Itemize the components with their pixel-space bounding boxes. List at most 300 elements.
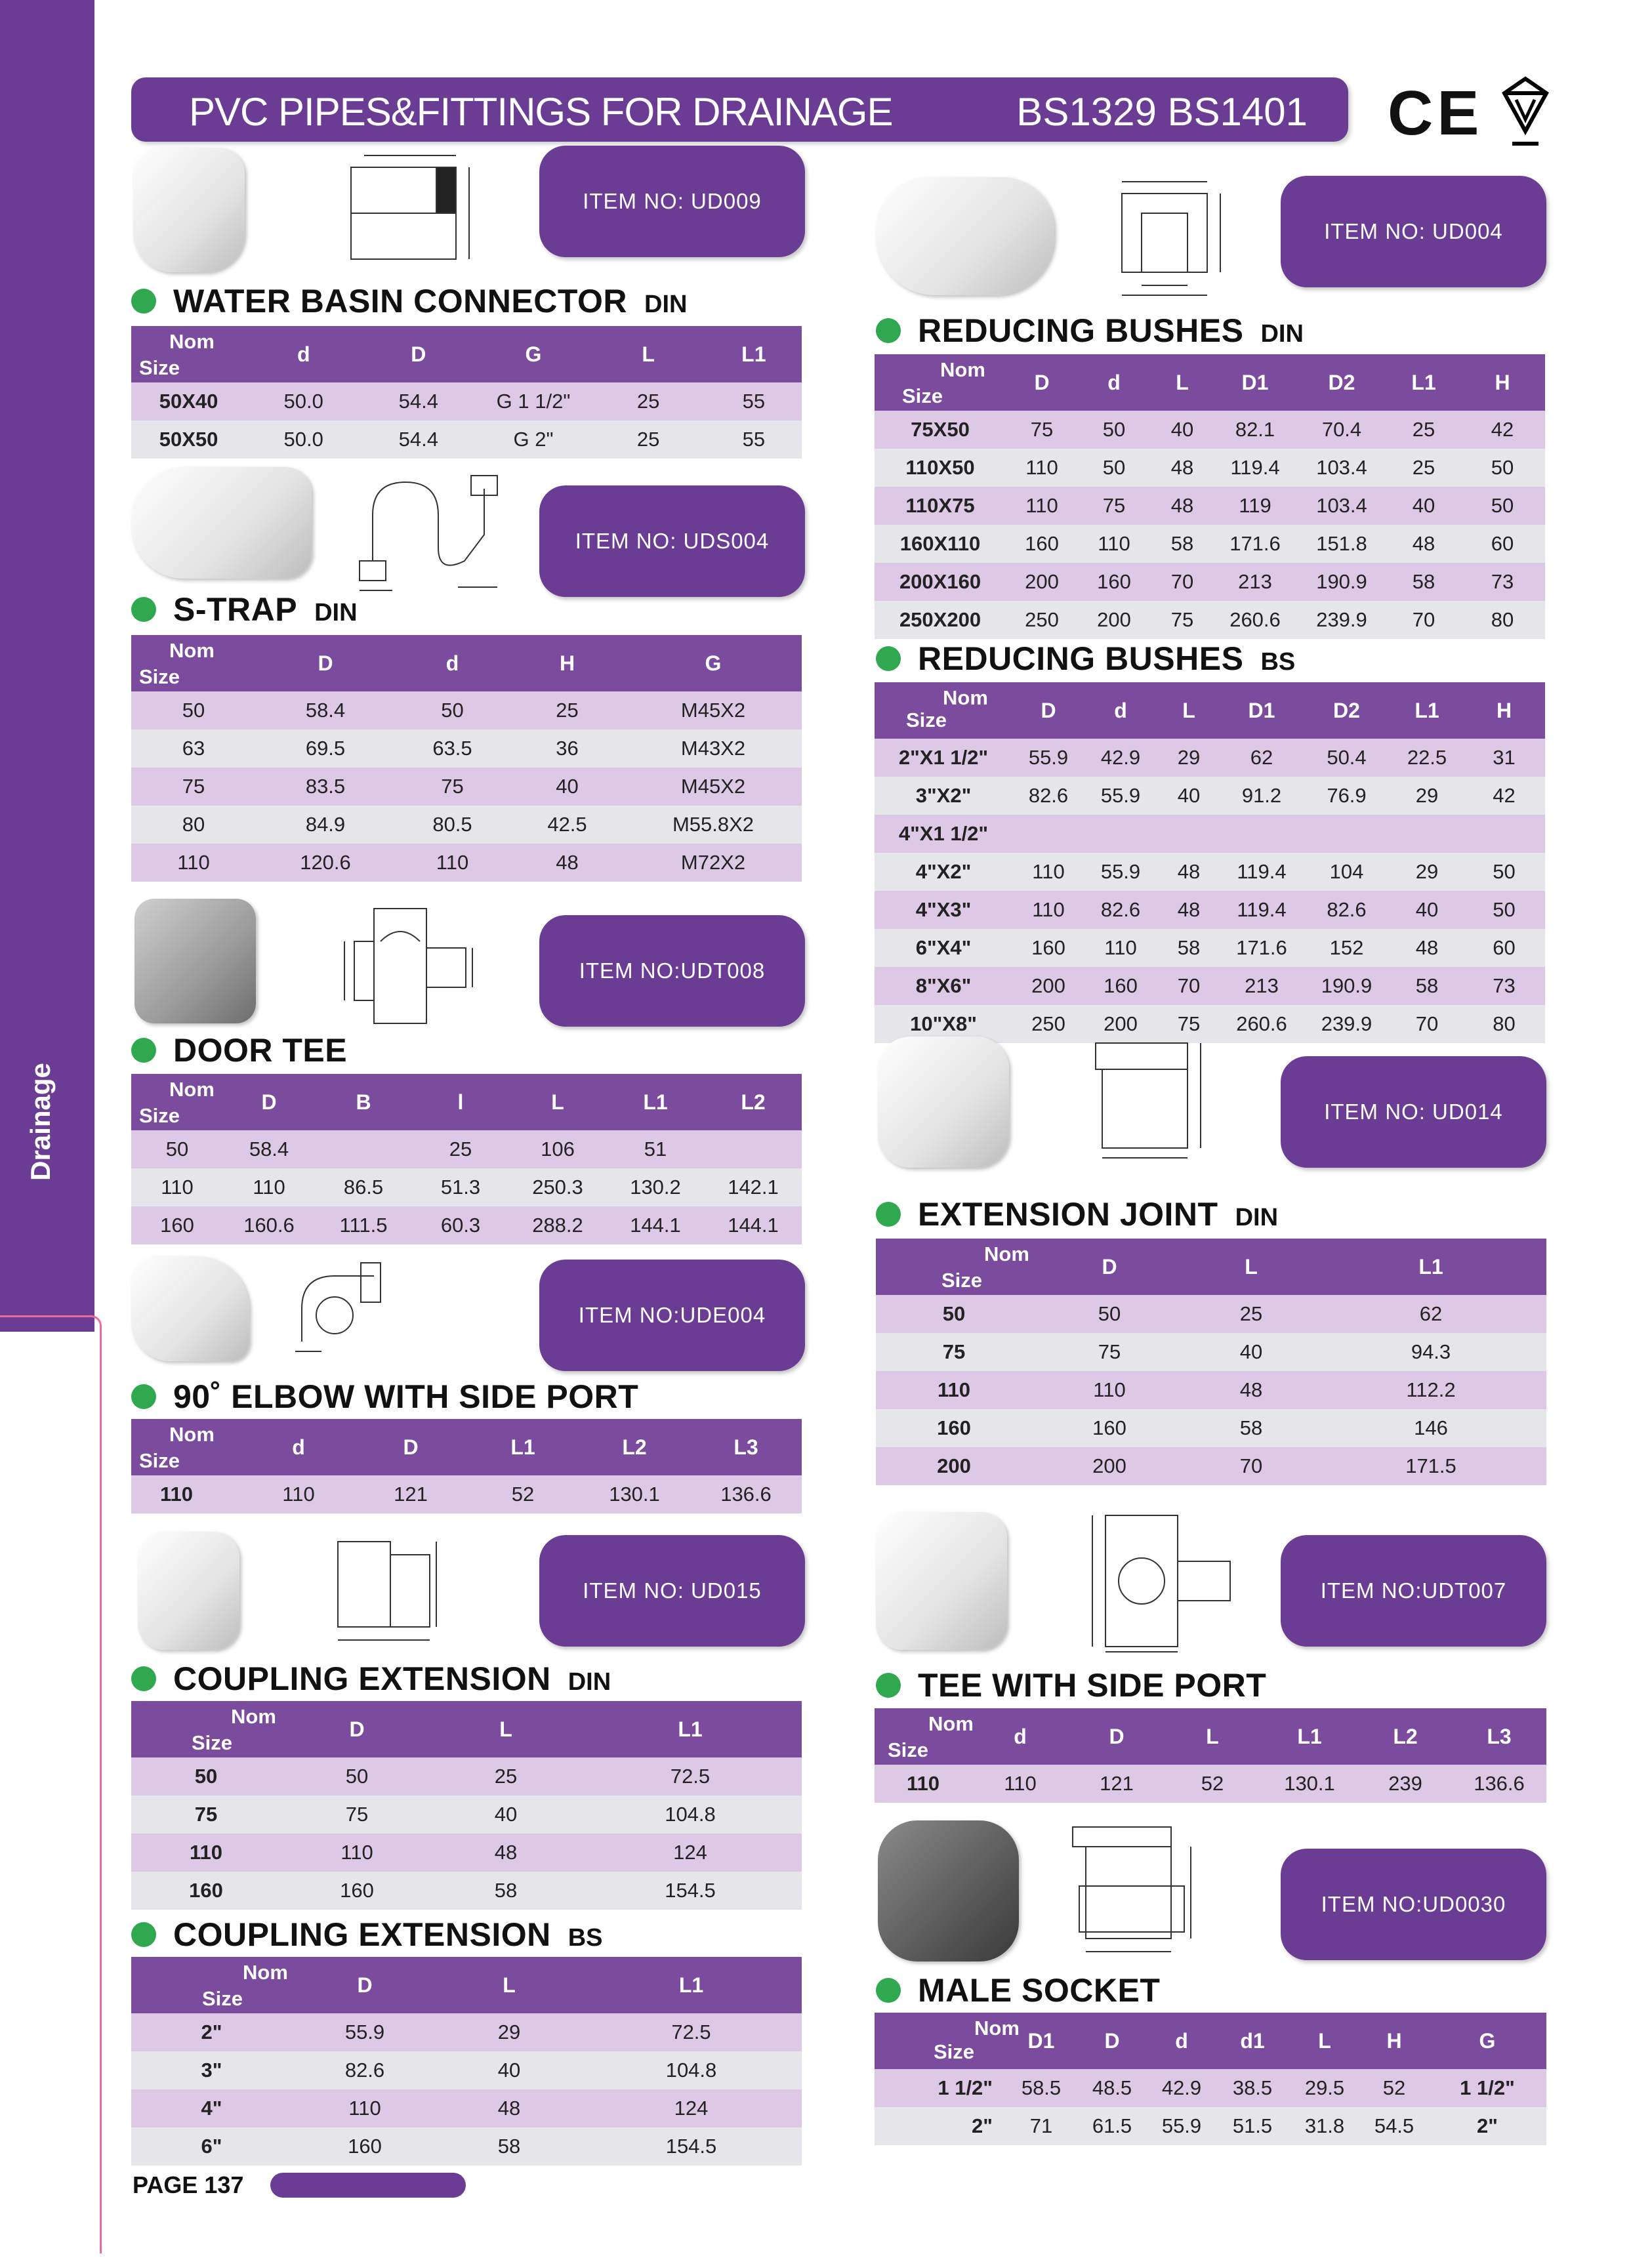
bushes-din-table [875,354,1545,639]
table-cell: 124 [581,2089,802,2127]
table-cell: 42.5 [510,806,625,844]
table-cell: 239.9 [1296,601,1388,639]
column-header: D [1006,354,1078,411]
column-header: L [1157,682,1221,739]
reducing-bush-photo [876,177,1054,295]
side-tab-label: Drainage [25,1063,56,1181]
male-socket-title: MALE SOCKET [876,1971,1160,2009]
table-cell: 50X40 [131,382,246,421]
coupling-bs-table [131,1957,802,2166]
table-cell: 8"X6" [875,967,1012,1005]
table-cell: 160 [1032,1409,1187,1447]
table-cell: 55.9 [1084,777,1157,815]
table-cell: 69.5 [256,729,395,768]
table-cell: 119.4 [1214,449,1296,487]
table-row [875,777,1545,815]
column-header: H [510,635,625,691]
table-cell: 160 [876,1409,1032,1447]
table-cell: 29.5 [1289,2069,1360,2107]
table-cell: 104.8 [579,1796,802,1834]
column-header: D2 [1302,682,1391,739]
table-cell: 112.2 [1315,1371,1546,1409]
table-cell: 190.9 [1302,967,1391,1005]
table-cell: 84.9 [256,806,395,844]
table-cell: 50 [1460,449,1545,487]
table-cell: 200 [1032,1447,1187,1485]
table-cell: 54.4 [361,382,476,421]
table-cell: 4"X2" [875,853,1012,891]
table-row [131,2051,802,2089]
table-row [131,806,802,844]
table-cell: 75 [281,1796,433,1834]
table-cell [705,1130,802,1168]
table-cell: 75 [876,1333,1032,1371]
column-header: L1 [606,1074,705,1130]
table-cell: 144.1 [705,1206,802,1244]
table-cell: 58.4 [256,691,395,729]
column-header: L1 [581,1957,802,2013]
table-cell: 52 [1165,1765,1260,1803]
table-row [131,1757,802,1796]
table-cell: 6"X4" [875,929,1012,967]
table-cell: 50 [131,1757,281,1796]
extension-joint-table [876,1239,1546,1485]
column-header: d [395,635,510,691]
table-cell: 250X200 [875,601,1006,639]
table-cell: 82.6 [1012,777,1084,815]
table-cell [1157,815,1221,853]
table-row [875,967,1545,1005]
table-cell: M55.8X2 [625,806,802,844]
column-header: H [1463,682,1545,739]
table-cell: 58.4 [223,1130,315,1168]
bushes-bs-title: REDUCING BUSHES BS [876,640,1295,678]
table-cell: 110 [1032,1371,1187,1409]
table-cell: 200 [876,1447,1032,1485]
table-cell: 111.5 [315,1206,412,1244]
nom-size-header: Nom Size [875,1708,972,1765]
s-trap-drawing [346,462,507,600]
table-cell: 60.3 [412,1206,509,1244]
table-cell: 124 [579,1834,802,1872]
table-row [876,1333,1546,1371]
table-cell: 51.3 [412,1168,509,1206]
table-cell [315,1130,412,1168]
bullet-icon [876,1673,901,1698]
table-cell: 3"X2" [875,777,1012,815]
table-cell: 136.6 [690,1475,802,1513]
table-cell: 50X50 [131,421,246,459]
footer-bar [270,2173,466,2198]
table-cell: 160 [131,1206,223,1244]
table-row [875,449,1545,487]
table-cell: 55.9 [1012,739,1084,777]
table-cell: 110 [131,1475,243,1513]
table-cell: 110 [1012,853,1084,891]
tee-side-port-photo [876,1512,1007,1650]
table-cell: M45X2 [625,691,802,729]
table-cell: G 2" [476,421,590,459]
column-header: L [509,1074,606,1130]
table-cell: 110 [1012,891,1084,929]
table-cell: 48 [1157,853,1221,891]
table-cell: 110 [131,1834,281,1872]
table-cell: 70 [1187,1447,1315,1485]
table-cell: 171.6 [1214,525,1296,563]
table-cell: M43X2 [625,729,802,768]
water-basin-drawing [338,148,485,285]
table-cell: 10"X8" [875,1005,1012,1043]
table-cell: 91.2 [1221,777,1302,815]
table-cell: 260.6 [1221,1005,1302,1043]
item-no-ud014: ITEM NO: UD014 [1281,1056,1546,1168]
table-row [131,1168,802,1206]
table-cell: 40 [433,1796,579,1834]
table-row [131,729,802,768]
coupling-din-title: COUPLING EXTENSION DIN [131,1660,611,1698]
table-row [131,1130,802,1168]
table-cell: 250.3 [509,1168,606,1206]
table-row [131,1834,802,1872]
table-cell: 48 [433,1834,579,1872]
column-header: G [625,635,802,691]
door-tee-table [131,1074,802,1244]
extension-joint-drawing [1083,1037,1214,1168]
table-cell [1084,815,1157,853]
table-cell: 121 [354,1475,467,1513]
column-header: L2 [1359,1708,1452,1765]
table-row [131,691,802,729]
table-cell: 120.6 [256,844,395,882]
bullet-icon [131,289,156,314]
table-cell: 75 [131,768,256,806]
table-cell: 55.9 [292,2013,438,2051]
table-cell: 50 [1460,487,1545,525]
column-header: L [1165,1708,1260,1765]
table-cell: 288.2 [509,1206,606,1244]
table-cell: 38.5 [1216,2069,1289,2107]
table-row [131,768,802,806]
reducing-bush-drawing [1102,174,1233,302]
table-cell: 48 [1388,525,1460,563]
bullet-icon [131,1922,156,1947]
column-header: L1 [467,1419,579,1475]
bullet-icon [876,646,901,671]
table-cell: 213 [1214,563,1296,601]
column-header: D [1069,1708,1165,1765]
table-row [131,1206,802,1244]
nom-size-header: Nom Size [876,1239,1032,1295]
table-cell: 82.6 [1084,891,1157,929]
table-cell: 136.6 [1452,1765,1546,1803]
table-cell: 110X50 [875,449,1006,487]
column-header: d [243,1419,354,1475]
table-cell: 72.5 [581,2013,802,2051]
table-cell: 70 [1150,563,1214,601]
table-cell: 48 [510,844,625,882]
table-cell: 25 [591,382,706,421]
door-tee-title: DOOR TEE [131,1031,347,1069]
table-cell: 51.5 [1216,2107,1289,2145]
table-cell: 119.4 [1221,853,1302,891]
table-cell: 82.6 [1302,891,1391,929]
table-cell: 71 [1006,2107,1077,2145]
table-cell: 50 [131,1130,223,1168]
table-cell: 200 [1084,1005,1157,1043]
extension-joint-title: EXTENSION JOINT DIN [876,1195,1278,1233]
column-header: L [433,1701,579,1757]
column-header: D [281,1701,433,1757]
table-row [131,421,802,459]
standards-label: BS1329 BS1401 [1016,90,1308,134]
item-no-udt007: ITEM NO:UDT007 [1281,1535,1546,1647]
elbow-drawing [276,1256,394,1361]
table-cell: 152 [1302,929,1391,967]
table-row [875,563,1545,601]
table-cell: 50 [131,691,256,729]
male-socket-photo [878,1820,1019,1961]
table-cell: M45X2 [625,768,802,806]
table-cell: 200 [1078,601,1150,639]
column-header: L2 [579,1419,690,1475]
column-header: L1 [1388,354,1460,411]
table-cell: 146 [1315,1409,1546,1447]
table-cell: 110 [395,844,510,882]
table-cell: 75 [1032,1333,1187,1371]
table-cell: 83.5 [256,768,395,806]
coupling-photo [138,1532,239,1650]
table-cell: 80 [1463,1005,1545,1043]
bushes-din-title: REDUCING BUSHES DIN [876,312,1304,350]
tee-side-port-title: TEE WITH SIDE PORT [876,1666,1266,1704]
column-header: L1 [706,326,802,382]
table-cell: 4"X1 1/2" [875,815,1012,853]
table-cell: 110 [1084,929,1157,967]
table-cell: 48 [1150,487,1214,525]
column-header: D [361,326,476,382]
bullet-icon [131,597,156,622]
coupling-bs-title: COUPLING EXTENSION BS [131,1916,603,1954]
column-header: d [1078,354,1150,411]
table-cell [1463,815,1545,853]
s-trap-photo [131,467,312,579]
column-header: D [1032,1239,1187,1295]
table-row [875,929,1545,967]
table-cell: 48.5 [1077,2069,1147,2107]
table-cell: 73 [1460,563,1545,601]
table-cell: 154.5 [579,1872,802,1910]
table-cell: 82.1 [1214,411,1296,449]
table-cell: 160 [281,1872,433,1910]
column-header: L3 [1452,1708,1546,1765]
table-cell: 54.5 [1360,2107,1428,2145]
water-basin-photo [133,148,245,272]
table-cell: 58 [1391,967,1463,1005]
table-cell: 110 [292,2089,438,2127]
table-cell: 58.5 [1006,2069,1077,2107]
table-cell: 200 [1012,967,1084,1005]
table-cell: 50 [1032,1295,1187,1333]
column-header: d [1147,2013,1216,2069]
table-cell: 48 [1187,1371,1315,1409]
table-cell: 1 1/2" [1428,2069,1546,2107]
table-row [876,1447,1546,1485]
tee-side-port-drawing [1079,1509,1237,1656]
bullet-icon [131,1666,156,1691]
bullet-icon [876,318,901,343]
table-cell: 110 [1006,487,1078,525]
table-cell: 25 [510,691,625,729]
table-cell: 42.9 [1084,739,1157,777]
table-cell: 42 [1460,411,1545,449]
table-cell: 6" [131,2127,292,2166]
table-row [131,844,802,882]
table-cell: 103.4 [1296,487,1388,525]
table-row [876,1409,1546,1447]
table-cell: 110 [875,1765,972,1803]
s-trap-title: S-TRAP DIN [131,590,358,628]
table-cell: 110 [243,1475,354,1513]
table-cell: 25 [591,421,706,459]
table-cell: 3" [131,2051,292,2089]
nom-size-header: Nom Size [131,635,256,691]
table-cell: 40 [1391,891,1463,929]
table-cell [1221,815,1302,853]
column-header: L3 [690,1419,802,1475]
item-no-ud0030: ITEM NO:UD0030 [1281,1849,1546,1960]
elbow-table [131,1419,802,1513]
table-cell: 42 [1463,777,1545,815]
nom-size-header: Nom Size [875,682,1012,739]
table-row [875,525,1545,563]
table-cell: 80.5 [395,806,510,844]
table-cell: 160X110 [875,525,1006,563]
table-cell: 40 [1388,487,1460,525]
nom-size-header: Nom Size [131,1074,223,1130]
table-cell: 61.5 [1077,2107,1147,2145]
table-cell: 160 [292,2127,438,2166]
column-header: D1 [1006,2013,1077,2069]
coupling-drawing [331,1535,446,1653]
table-cell: 50 [281,1757,433,1796]
nom-size-header: Nom Size [131,326,246,382]
table-cell: 110X75 [875,487,1006,525]
male-socket-table [875,2013,1546,2145]
table-cell: 50.0 [246,421,361,459]
table-cell: 130.1 [579,1475,690,1513]
table-cell: 110 [281,1834,433,1872]
table-cell [1391,815,1463,853]
column-header: L1 [1391,682,1463,739]
table-cell: 50 [1078,449,1150,487]
table-cell: 25 [433,1757,579,1796]
table-cell: 1 1/2" [875,2069,1006,2107]
table-cell: 70 [1157,967,1221,1005]
column-header: H [1360,2013,1428,2069]
table-cell: 75 [1150,601,1214,639]
table-cell: 4"X3" [875,891,1012,929]
table-cell: 2"X1 1/2" [875,739,1012,777]
table-cell: 40 [1187,1333,1315,1371]
table-cell: 121 [1069,1765,1165,1803]
column-header: L [438,1957,581,2013]
table-row [131,1475,802,1513]
door-tee-photo [134,899,256,1023]
item-no-ude004: ITEM NO:UDE004 [539,1260,805,1371]
table-cell: 48 [1157,891,1221,929]
table-cell: 260.6 [1214,601,1296,639]
table-row [131,1872,802,1910]
tee-side-port-table [875,1708,1546,1803]
table-cell: 29 [1391,853,1463,891]
nom-size-header: Nom Size [131,1701,281,1757]
table-row [875,411,1545,449]
table-cell: 160 [1012,929,1084,967]
table-cell: 50 [876,1295,1032,1333]
table-cell: 75 [1157,1005,1221,1043]
door-tee-drawing [335,902,485,1030]
table-row [876,1371,1546,1409]
table-cell: 104 [1302,853,1391,891]
table-row [875,739,1545,777]
column-header: D1 [1221,682,1302,739]
table-cell: 160 [1078,563,1150,601]
table-row [876,1295,1546,1333]
table-cell: 58 [1150,525,1214,563]
table-cell: 54.4 [361,421,476,459]
bullet-icon [131,1384,156,1409]
table-row [131,2127,802,2166]
table-cell: 2" [131,2013,292,2051]
table-cell: 50 [1463,891,1545,929]
table-cell: 75 [395,768,510,806]
table-cell: 171.6 [1221,929,1302,967]
bushes-bs-table [875,682,1545,1043]
table-cell: 70 [1388,601,1460,639]
column-header: H [1460,354,1545,411]
column-header: d [1084,682,1157,739]
column-header: D [223,1074,315,1130]
table-cell: 25 [1388,411,1460,449]
table-cell: 42.9 [1147,2069,1216,2107]
column-header: G [1428,2013,1546,2069]
table-cell: 76.9 [1302,777,1391,815]
table-cell: 250 [1012,1005,1084,1043]
column-header: l [412,1074,509,1130]
table-cell: 160 [1084,967,1157,1005]
nom-size-header: Nom Size [875,354,1006,411]
table-cell: 55 [706,382,802,421]
table-cell: 110 [131,1168,223,1206]
table-cell: 58 [438,2127,581,2166]
item-no-ud004: ITEM NO: UD004 [1281,176,1546,287]
bullet-icon [876,1978,901,2003]
item-no-ud015: ITEM NO: UD015 [539,1535,805,1647]
table-cell: M72X2 [625,844,802,882]
table-cell: 110 [972,1765,1069,1803]
column-header: L [1289,2013,1360,2069]
table-row [875,2107,1546,2145]
table-cell: 103.4 [1296,449,1388,487]
table-cell: 36 [510,729,625,768]
column-header: D2 [1296,354,1388,411]
table-cell: 52 [1360,2069,1428,2107]
table-cell: 110 [1078,525,1150,563]
table-cell: 82.6 [292,2051,438,2089]
table-cell: 50 [395,691,510,729]
table-cell: 190.9 [1296,563,1388,601]
column-header: L1 [1315,1239,1546,1295]
